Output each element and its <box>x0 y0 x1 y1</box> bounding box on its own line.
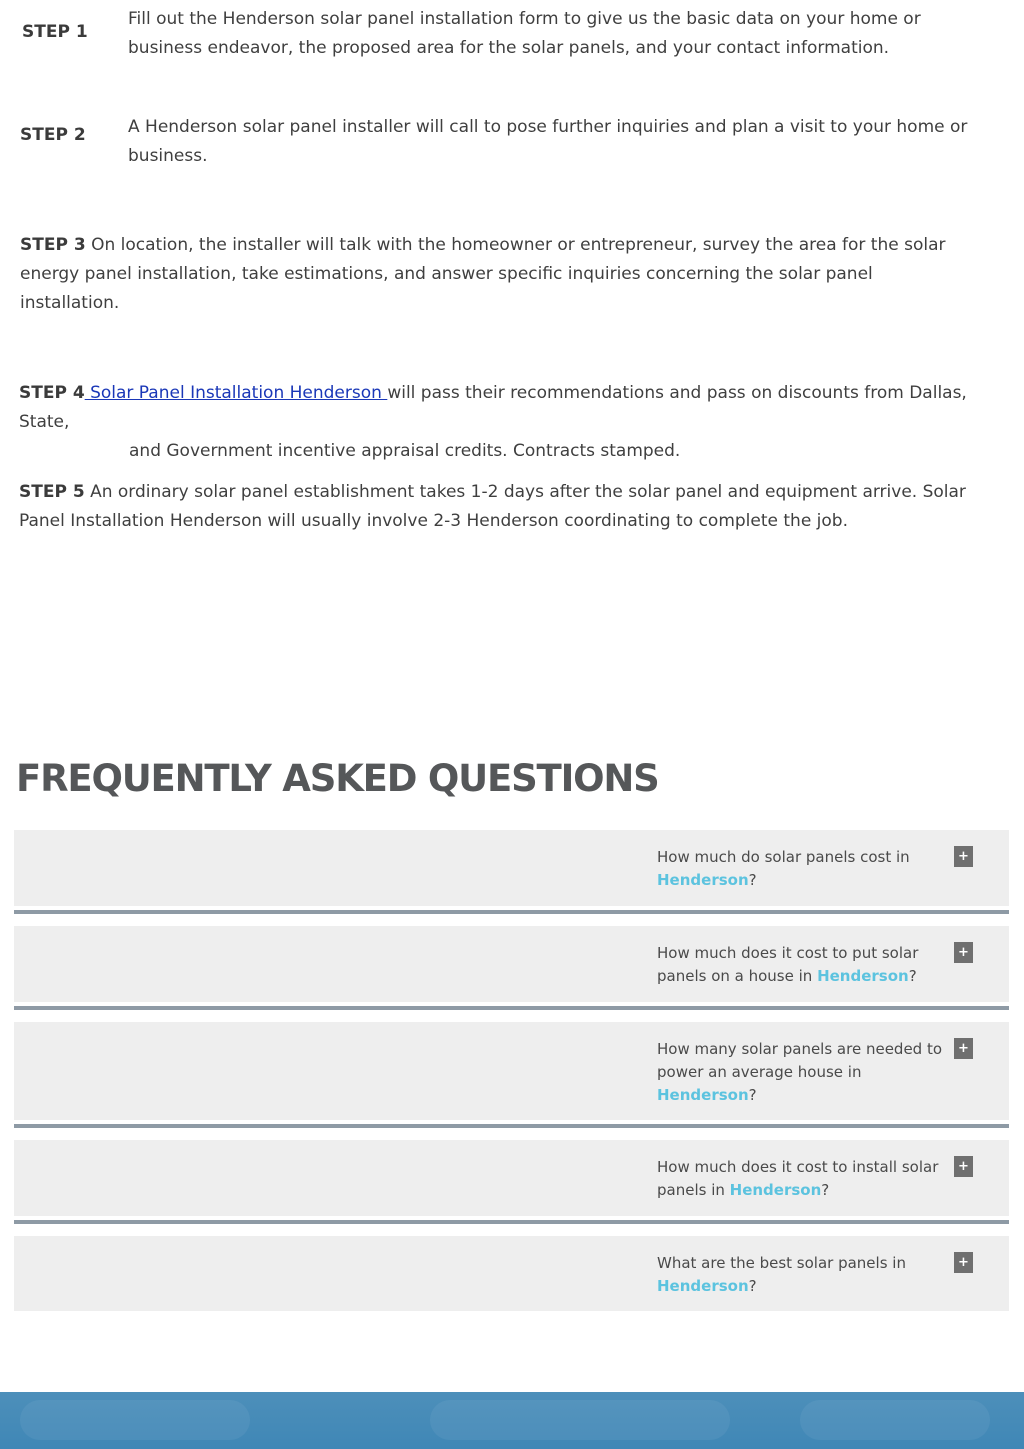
faq-item[interactable] <box>14 1022 1009 1120</box>
expand-plus-icon[interactable]: + <box>954 942 973 963</box>
faq-city: Henderson <box>729 1181 822 1199</box>
faq-item[interactable] <box>14 926 1009 1002</box>
step-3-paragraph <box>20 231 960 318</box>
expand-plus-icon[interactable]: + <box>954 1156 973 1177</box>
faq-city: Henderson <box>657 871 749 889</box>
step-5-paragraph <box>19 478 979 536</box>
faq-divider <box>14 1124 1009 1128</box>
step-5-label: STEP 5 <box>19 482 85 502</box>
step-1-text: Fill out the Henderson solar panel installation form to give us the basic data on your home or business endeavor, the proposed area for the solar panels, and your contact information. <box>128 9 921 58</box>
expand-plus-icon[interactable]: + <box>954 1252 973 1273</box>
footer-background-shape <box>20 1400 250 1440</box>
faq-divider <box>14 1220 1009 1224</box>
footer-banner <box>0 1392 1024 1449</box>
step-1-label: STEP 1 <box>22 22 88 42</box>
faq-question[interactable]: How much does it cost to put solar panels on a house in Henderson? <box>657 944 919 985</box>
expand-plus-icon[interactable]: + <box>954 1038 973 1059</box>
faq-item[interactable] <box>14 1140 1009 1216</box>
faq-city: Henderson <box>657 1086 749 1104</box>
step-4-text-line1: will pass their recommendations and pass on discounts from Dallas, State, <box>19 383 967 432</box>
step-4-text-line2: and Government incentive appraisal credits. Contracts stamped. <box>129 441 681 461</box>
faq-divider <box>14 1006 1009 1010</box>
step-2-label: STEP 2 <box>20 125 86 145</box>
expand-plus-icon[interactable]: + <box>954 846 973 867</box>
faq-question[interactable]: How much does it cost to install solar panels in Henderson? <box>657 1158 939 1199</box>
step-4-paragraph <box>19 379 979 466</box>
step-4-label: STEP 4 <box>19 383 85 403</box>
faq-city: Henderson <box>817 967 909 985</box>
faq-question[interactable]: How many solar panels are needed to power an average house in Henderson? <box>657 1040 943 1104</box>
step-2-text: A Henderson solar panel installer will call to pose further inquiries and plan a visit to your home or business. <box>128 117 968 166</box>
step-5-text: An ordinary solar panel establishment takes 1-2 days after the solar panel and equipment arrive. Solar Panel Installation Henderson will usually involve 2-3 Henderson coordinating to complete the job. <box>19 482 966 531</box>
faq-item[interactable] <box>14 1236 1009 1311</box>
faq-question[interactable]: How much do solar panels cost in Henderson? <box>657 848 910 889</box>
faq-item[interactable] <box>14 830 1009 906</box>
step-3-text: On location, the installer will talk with the homeowner or entrepreneur, survey the area for the solar energy panel installation, take estimations, and answer specific inquiries concerning the solar panel installation. <box>20 235 946 313</box>
solar-installation-henderson-link[interactable]: Solar Panel Installation Henderson <box>84 383 388 403</box>
footer-background-shape <box>430 1400 730 1440</box>
faq-question[interactable]: What are the best solar panels in Henderson? <box>657 1254 906 1295</box>
faq-heading: FREQUENTLY ASKED QUESTIONS <box>16 757 659 800</box>
step-3-label: STEP 3 <box>20 235 86 255</box>
footer-background-shape <box>800 1400 990 1440</box>
faq-divider <box>14 910 1009 914</box>
faq-city: Henderson <box>657 1277 749 1295</box>
